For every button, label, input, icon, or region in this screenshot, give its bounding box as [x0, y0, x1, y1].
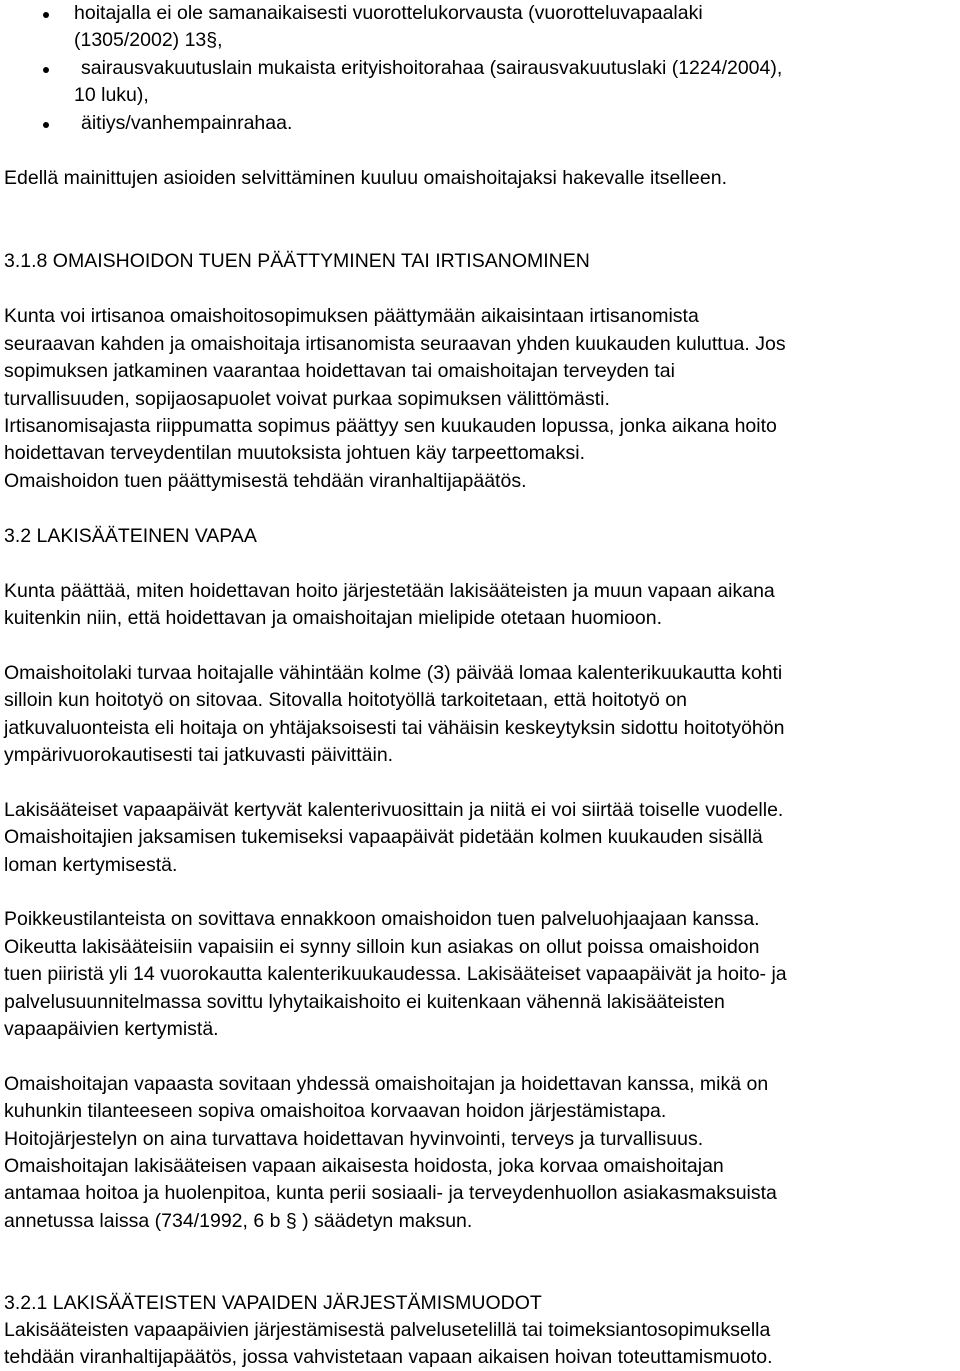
text-line: palvelusuunnitelmassa sovittu lyhytaikaishoito ei kuitenkaan vähennä lakisääteisten [4, 991, 725, 1013]
text-line: vapaapäivien kertymistä. [4, 1018, 219, 1040]
bullet-icon [43, 67, 49, 73]
text-line: Lakisääteisten vapaapäivien järjestämisestä palvelusetelillä tai toimeksiantosopimuksella [4, 1319, 771, 1341]
list-item-line: 10 luku), [74, 84, 149, 106]
text-line: Lakisääteiset vapaapäivät kertyvät kalenterivuosittain ja niitä ei voi siirtää toiselle vuodelle. [4, 799, 784, 821]
text-line: Omaishoitolaki turvaa hoitajalle vähintään kolme (3) päivää lomaa kalenterikuukautta kohti [4, 662, 783, 684]
intro-paragraph: Edellä mainittujen asioiden selvittäminen kuuluu omaishoitajaksi hakevalle itselleen. [4, 167, 727, 189]
list-item-line: äitiys/vanhempainrahaa. [81, 112, 293, 134]
text-line: kuhunkin tilanteeseen sopiva omaishoitoa korvaavan hoidon järjestämistapa. [4, 1100, 667, 1122]
text-line: annetussa laissa (734/1992, 6 b § ) säädetyn maksun. [4, 1210, 473, 1232]
text-line: Hoitojärjestelyn on aina turvattava hoidettavan hyvinvointi, terveys ja turvallisuus. [4, 1128, 704, 1150]
text-line: seuraavan kahden ja omaishoitaja irtisanomista seuraavan yhden kuukauden kuluttua. Jos [4, 333, 786, 355]
section-heading: 3.2.1 LAKISÄÄTEISTEN VAPAIDEN JÄRJESTÄMISMUODOT [4, 1292, 542, 1314]
text-line: Omaishoidon tuen päättymisestä tehdään viranhaltijapäätös. [4, 470, 527, 492]
text-line: tuen piiristä yli 14 vuorokautta kalenterikuukaudessa. Lakisääteiset vapaapäivät ja hoito- ja [4, 963, 787, 985]
text-line: Omaishoitajan vapaasta sovitaan yhdessä omaishoitajan ja hoidettavan kanssa, mikä on [4, 1073, 769, 1095]
section-heading: 3.2 LAKISÄÄTEINEN VAPAA [4, 525, 257, 547]
text-line: turvallisuuden, sopijaosapuolet voivat purkaa sopimuksen välittömästi. [4, 388, 610, 410]
text-line: ympärivuorokautisesti tai jatkuvasti päivittäin. [4, 744, 394, 766]
text-line: tehdään viranhaltijapäätös, jossa vahvistetaan vapaan aikaisen hoivan toteuttamismuoto. [4, 1346, 773, 1368]
text-line: Kunta päättää, miten hoidettavan hoito järjestetään lakisääteisten ja muun vapaan aikana [4, 580, 775, 602]
text-line: Kunta voi irtisanoa omaishoitosopimuksen päättymään aikaisintaan irtisanomista [4, 305, 699, 327]
text-line: jatkuvaluonteista eli hoitaja on yhtäjaksoisesti tai vähäisin keskeytyksin sidottu hoitotyöhön [4, 717, 785, 739]
list-item-line: hoitajalla ei ole samanaikaisesti vuorottelukorvausta (vuorotteluvapaalaki [74, 2, 703, 24]
list-item-line: (1305/2002) 13§, [74, 29, 223, 51]
text-line: sopimuksen jatkaminen vaarantaa hoidettavan tai omaishoitajan terveyden tai [4, 360, 675, 382]
text-line: hoidettavan terveydentilan muutoksista johtuen käy tarpeettomaksi. [4, 442, 586, 464]
text-line: antamaa hoitoa ja huolenpitoa, kunta perii sosiaali- ja terveydenhuollon asiakasmaksuista [4, 1182, 777, 1204]
text-line: Irtisanomisajasta riippumatta sopimus päättyy sen kuukauden lopussa, jonka aikana hoito [4, 415, 777, 437]
text-line: Poikkeustilanteista on sovittava ennakkoon omaishoidon tuen palveluohjaajaan kanssa. [4, 908, 760, 930]
text-line: loman kertymisestä. [4, 854, 178, 876]
section-heading: 3.1.8 OMAISHOIDON TUEN PÄÄTTYMINEN TAI IRTISANOMINEN [4, 250, 590, 272]
text-line: kuitenkin niin, että hoidettavan ja omaishoitajan mielipide otetaan huomioon. [4, 607, 663, 629]
bullet-icon [43, 122, 49, 128]
text-line: Omaishoitajien jaksamisen tukemiseksi vapaapäivät pidetään kolmen kuukauden sisällä [4, 826, 763, 848]
list-item-line: sairausvakuutuslain mukaista erityishoitorahaa (sairausvakuutuslaki (1224/2004), [81, 57, 783, 79]
text-line: Oikeutta lakisääteisiin vapaisiin ei synny silloin kun asiakas on ollut poissa omaishoidon [4, 936, 760, 958]
text-line: Omaishoitajan lakisääteisen vapaan aikaisesta hoidosta, joka korvaa omaishoitajan [4, 1155, 724, 1177]
bullet-icon [43, 12, 49, 18]
text-line: silloin kun hoitotyö on sitovaa. Sitovalla hoitotyöllä tarkoitetaan, että hoitotyö on [4, 689, 687, 711]
